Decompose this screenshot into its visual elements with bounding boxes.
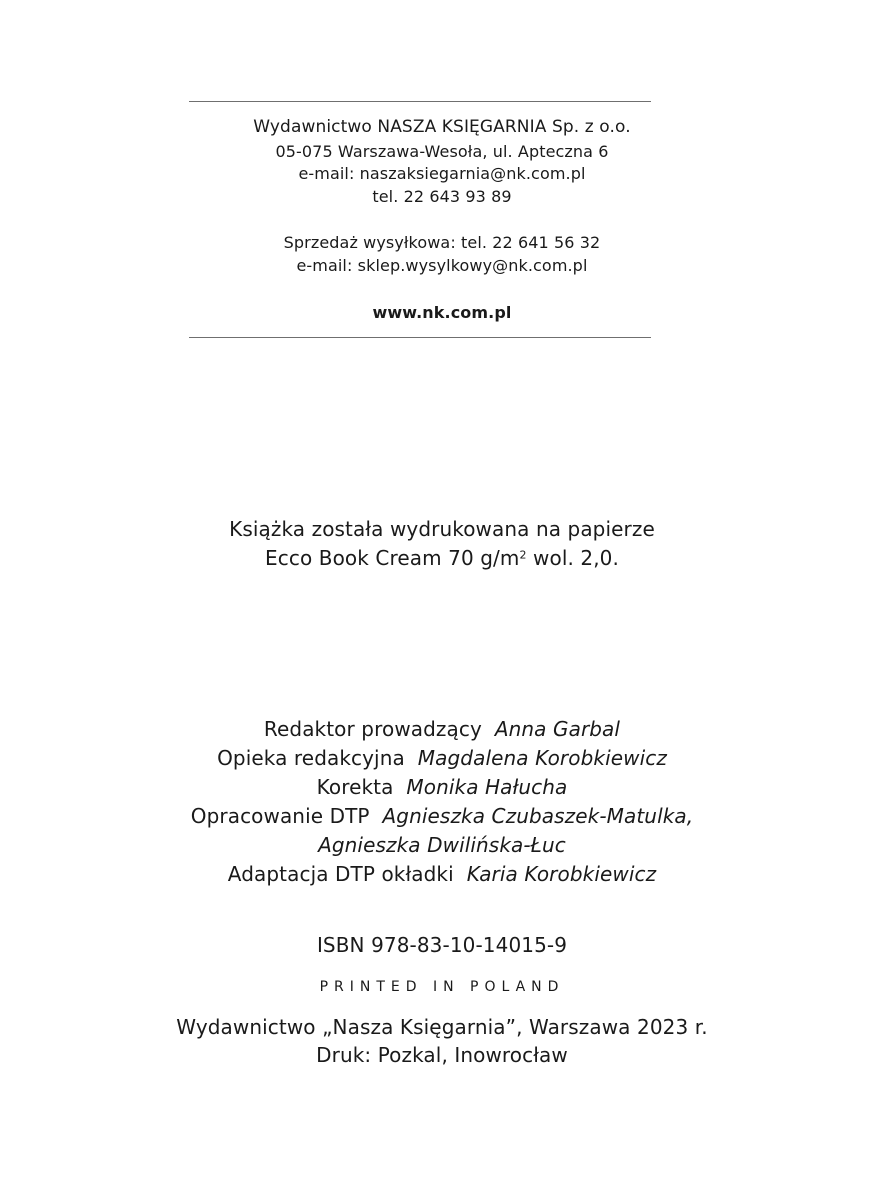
printed-in-label: PRINTED IN POLAND — [319, 979, 565, 995]
paper-note-prefix: Ecco Book Cream 70 g/m — [265, 546, 520, 570]
imprint-line: Wydawnictwo „Nasza Księgarnia”, Warszawa 2023 r. — [176, 1015, 708, 1039]
mail-order-phone: Sprzedaż wysyłkowa: tel. 22 641 56 32 — [283, 233, 601, 252]
credit-line — [0, 804, 884, 828]
publisher-address: 05-075 Warszawa-Wesoła, ul. Apteczna 6 — [275, 142, 609, 161]
credit-line — [0, 746, 884, 770]
website-link[interactable]: www.nk.com.pl — [372, 303, 512, 322]
publisher-name: Wydawnictwo NASZA KSIĘGARNIA Sp. z o.o. — [253, 117, 631, 137]
credit-role: Korekta — [316, 775, 394, 799]
publisher-phone: tel. 22 643 93 89 — [372, 187, 512, 206]
credit-line — [0, 862, 884, 886]
credit-name: Karia Korobkiewicz — [466, 862, 657, 886]
credit-name: Agnieszka Czubaszek-Matulka, — [382, 804, 694, 828]
publisher-email: e-mail: naszaksiegarnia@nk.com.pl — [298, 164, 586, 183]
credit-role: Opieka redakcyjna — [217, 746, 405, 770]
mail-order-email: e-mail: sklep.wysylkowy@nk.com.pl — [296, 256, 588, 275]
credit-name: Agnieszka Dwilińska-Łuc — [318, 833, 566, 857]
credit-line — [0, 717, 884, 741]
credit-role: Opracowanie DTP — [190, 804, 370, 828]
paper-note-line1: Książka została wydrukowana na papierze — [229, 517, 655, 541]
paper-note-suffix: wol. 2,0. — [526, 546, 619, 570]
paper-note-line2 — [0, 546, 884, 570]
credit-role: Redaktor prowadzący — [263, 717, 482, 741]
credit-line — [0, 775, 884, 799]
credit-name: Monika Hałucha — [406, 775, 568, 799]
paper-note-superscript: 2 — [519, 548, 527, 562]
credit-line — [0, 833, 884, 857]
top-rule-lower — [189, 337, 651, 338]
top-rule-upper — [189, 101, 651, 102]
isbn: ISBN 978-83-10-14015-9 — [316, 933, 568, 957]
credit-name: Magdalena Korobkiewicz — [417, 746, 667, 770]
print-line: Druk: Pozkal, Inowrocław — [316, 1043, 568, 1067]
credit-role: Adaptacja DTP okładki — [227, 862, 454, 886]
credit-name: Anna Garbal — [494, 717, 621, 741]
